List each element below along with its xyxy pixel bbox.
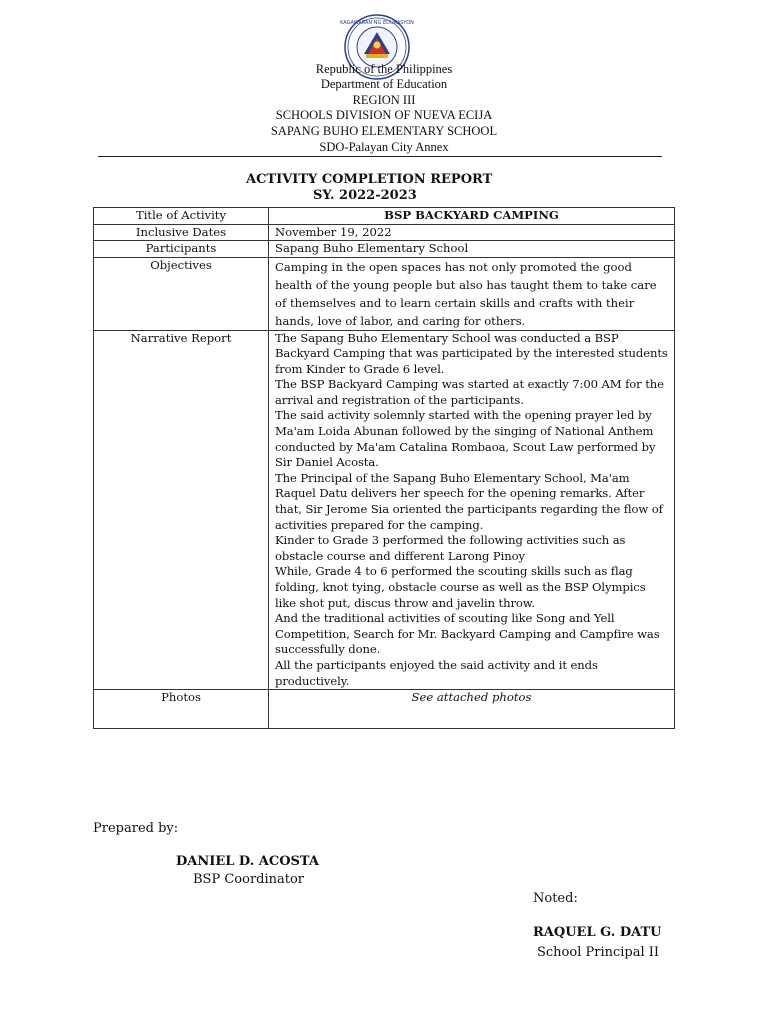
- department-line: Department of Education: [320, 77, 448, 91]
- narrative-paragraph: Kinder to Grade 3 performed the following activities such as obstacle course and different Larong Pinoy: [275, 533, 626, 563]
- republic-line: Republic of the Philippines: [315, 62, 453, 76]
- table-row: [94, 241, 675, 258]
- objectives-value: Camping in the open spaces has not only promoted the good health of the young people but also has taught them to take care of themselves and to learn certain skills and crafts with their hands, love of labor, and caring for others.: [269, 257, 675, 330]
- division-line: SCHOOLS DIVISION OF NUEVA ECIJA: [275, 108, 493, 122]
- preparer-title: BSP Coordinator: [193, 872, 305, 887]
- narrative-value: [269, 330, 675, 690]
- photos-value: See attached photos: [269, 690, 675, 729]
- table-row: [94, 224, 675, 241]
- narrative-paragraph: The said activity solemnly started with the opening prayer led by Ma'am Loida Abunan followed by the singing of National Anthem conducted by Ma'am Catalina Rombaoa, Scout Law performed by Sir Daniel Acosta.: [275, 408, 656, 470]
- objectives-label: Objectives: [94, 257, 269, 330]
- activity-table: [93, 207, 675, 729]
- narrative-paragraph: The Sapang Buho Elementary School was conducted a BSP Backyard Camping that was participated by the interested students from Kinder to Grade 6 level.: [275, 330, 668, 376]
- annex-line: SDO-Palayan City Annex: [319, 140, 449, 154]
- school-year: SY. 2022-2023: [313, 188, 417, 203]
- table-row: [94, 257, 675, 330]
- narrative-paragraph: While, Grade 4 to 6 performed the scouting skills such as flag folding, knot tying, obstacle course as well as the BSP Olympics like shot put, discus throw and javelin throw.: [275, 564, 646, 610]
- narrative-paragraph: The BSP Backyard Camping was started at exactly 7:00 AM for the arrival and registration of the participants.: [275, 377, 664, 407]
- dates-label: Inclusive Dates: [94, 224, 269, 241]
- noted-label: Noted:: [533, 891, 578, 906]
- header-divider: [98, 156, 662, 157]
- table-row: [94, 208, 675, 225]
- participants-label: Participants: [94, 241, 269, 258]
- noter-name: RAQUEL G. DATU: [533, 925, 662, 940]
- narrative-label: Narrative Report: [94, 330, 269, 690]
- title-label: Title of Activity: [94, 208, 269, 225]
- title-value: BSP BACKYARD CAMPING: [269, 208, 675, 225]
- dates-value: November 19, 2022: [269, 224, 675, 241]
- photos-label: Photos: [94, 690, 269, 729]
- narrative-paragraph: The Principal of the Sapang Buho Elementary School, Ma'am Raquel Datu delivers her speech for the opening remarks. After that, Sir Jerome Sia oriented the participants regarding the flow of activities prepared for the camping.: [275, 470, 663, 532]
- prepared-by-label: Prepared by:: [93, 821, 179, 836]
- school-line: SAPANG BUHO ELEMENTARY SCHOOL: [270, 124, 498, 138]
- table-row: [94, 330, 675, 690]
- participants-value: Sapang Buho Elementary School: [269, 241, 675, 258]
- region-line: REGION III: [352, 93, 416, 107]
- noter-title: School Principal II: [537, 945, 660, 960]
- table-row: [94, 690, 675, 729]
- seal-text: KAGAWARAN NG EDUKASYON: [340, 20, 414, 26]
- narrative-paragraph: All the participants enjoyed the said activity and it ends productively.: [275, 657, 598, 688]
- preparer-name: DANIEL D. ACOSTA: [176, 854, 319, 869]
- report-title: ACTIVITY COMPLETION REPORT: [246, 172, 493, 187]
- narrative-paragraph: And the traditional activities of scouting like Song and Yell Competition, Search for Mr. Backyard Camping and Campfire was successfully done.: [275, 611, 660, 657]
